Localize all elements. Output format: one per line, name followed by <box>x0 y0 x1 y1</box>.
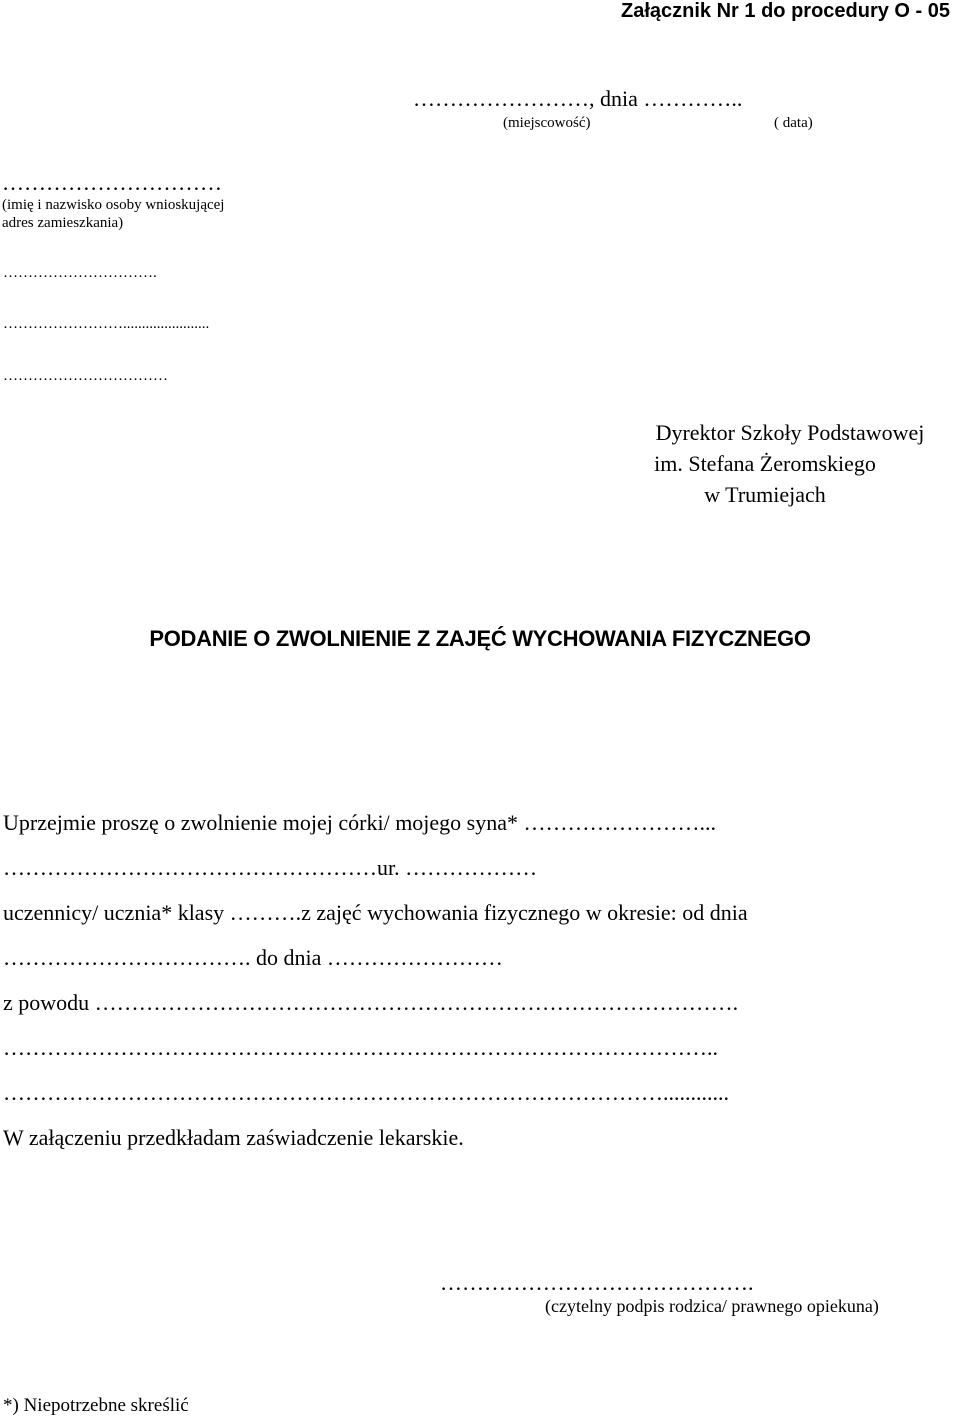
address-line-3: …………………………… <box>3 368 168 384</box>
signature-caption: (czytelny podpis rodzica/ prawnego opiekuna) <box>545 1296 879 1316</box>
body-line-8: W załączeniu przedkładam zaświadczenie lekarskie. <box>3 1125 464 1150</box>
recipient-line-3: w Trumiejach <box>704 482 826 507</box>
signature-line: ……………………………………. <box>440 1270 754 1295</box>
address-line-1: …………………………. <box>3 265 157 281</box>
body-line-2: ……………………………………………ur. ……………… <box>3 855 538 880</box>
place-date-line: ……………………, dnia ………….. <box>413 86 743 111</box>
body-line-5: z powodu ……………………………………………………………………………. <box>3 990 739 1015</box>
date-caption: ( data) <box>774 115 813 131</box>
applicant-caption-2: adres zamieszkania) <box>2 215 124 231</box>
place-caption: (miejscowość) <box>503 115 591 131</box>
body-line-7: ………………………………………………………………………………............ <box>3 1080 729 1105</box>
body-line-6: …………………………………………………………………………………….. <box>3 1035 718 1060</box>
body-line-1: Uprzejmie proszę o zwolnienie mojej córki/ mojego syna* ……………………... <box>3 810 717 835</box>
recipient-line-1: Dyrektor Szkoły Podstawowej <box>655 420 925 445</box>
footnote: *) Niepotrzebne skreślić <box>3 1395 189 1416</box>
body-line-4: ……………………………. do dnia …………………… <box>3 945 503 970</box>
body-line-3: uczennicy/ ucznia* klasy ……….z zajęć wychowania fizycznego w okresie: od dnia <box>3 900 748 925</box>
applicant-caption-1: (imię i nazwisko osoby wnioskującej <box>2 197 225 213</box>
document-title: PODANIE O ZWOLNIENIE Z ZAJĘĆ WYCHOWANIA FIZYCZNEGO <box>149 626 811 651</box>
annex-label: Załącznik Nr 1 do procedury O - 05 <box>621 0 950 22</box>
address-line-2: ……………………....................... <box>3 316 210 332</box>
applicant-name-line: ………………………… <box>2 170 222 195</box>
recipient-line-2: im. Stefana Żeromskiego <box>654 451 876 476</box>
